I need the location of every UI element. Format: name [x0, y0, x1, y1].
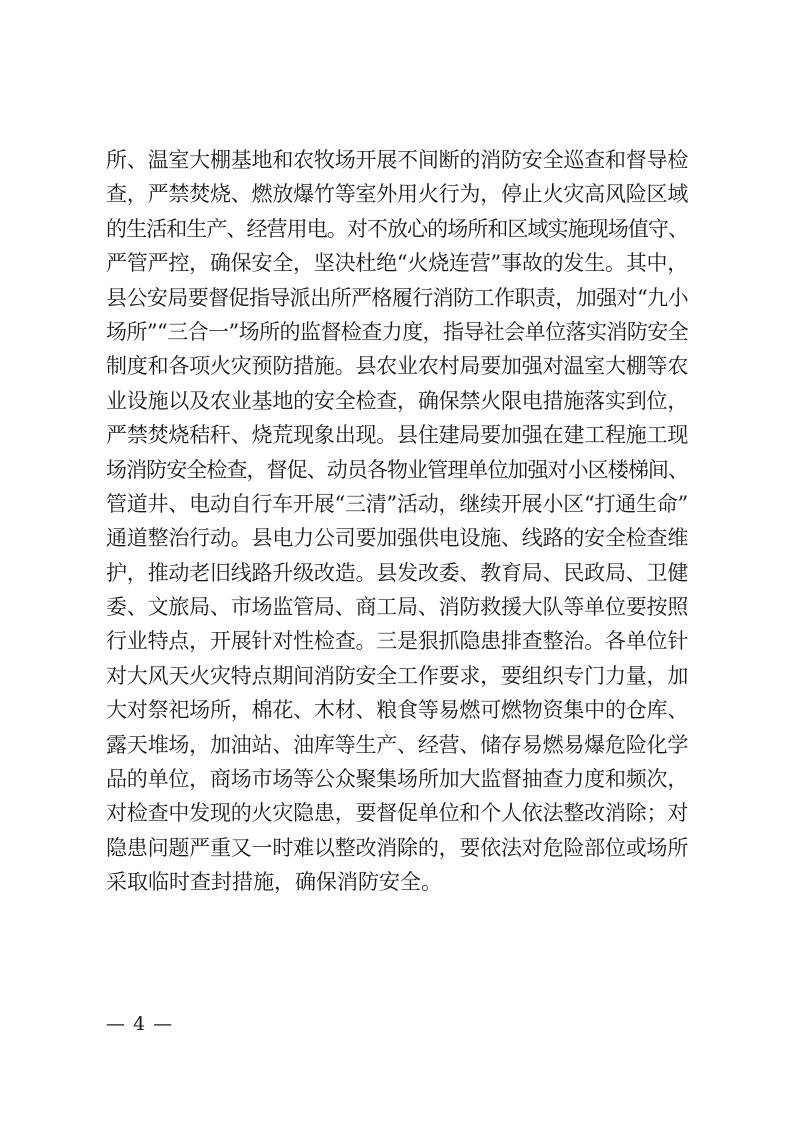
text-line: 场消防安全检查，督促、动员各物业管理单位加强对小区楼梯间、: [106, 457, 689, 482]
text-line: 采取临时查封措施，确保消防安全。: [106, 870, 442, 895]
text-line: 行业特点，开展针对性检查。三是狠抓隐患排查整治。各单位针: [106, 629, 689, 654]
text-line: 露天堆场，加油站、油库等生产、经营、储存易燃易爆危险化学: [106, 732, 689, 757]
text-line: 所、温室大棚基地和农牧场开展不间断的消防安全巡查和督导检: [106, 148, 689, 172]
text-line: 大对祭祀场所，棉花、木材、粮食等易燃可燃物资集中的仓库、: [106, 698, 689, 723]
text-line: 场所”“三合一”场所的监督检查力度，指导社会单位落实消防安全: [106, 319, 689, 344]
text-line: 管道井、电动自行车开展“三清”活动，继续开展小区“打通生命”: [106, 491, 689, 516]
text-line: 县公安局要督促指导派出所严格履行消防工作职责，加强对“九小: [106, 285, 688, 310]
text-line: 委、文旅局、市场监管局、商工局、消防救援大队等单位要按照: [106, 595, 689, 620]
text-line: 查，严禁焚烧、燃放爆竹等室外用火行为，停止火灾高风险区域: [106, 182, 689, 207]
text-line: 对检查中发现的火灾隐患，要督促单位和个人依法整改消除；对: [106, 801, 689, 826]
text-line: 严管严控，确保安全，坚决杜绝“火烧连营”事故的发生。其中，: [106, 251, 689, 276]
text-line: 制度和各项火灾预防措施。县农业农村局要加强对温室大棚等农: [106, 354, 689, 379]
text-line: 对大风天火灾特点期间消防安全工作要求，要组织专门力量，加: [106, 663, 689, 688]
text-line: 隐患问题严重又一时难以整改消除的，要依法对危险部位或场所: [106, 835, 689, 860]
text-line: 品的单位，商场市场等公众聚集场所加大监督抽查力度和频次，: [106, 767, 689, 792]
body-paragraph: [106, 143, 688, 900]
text-line: 业设施以及农业基地的安全检查，确保禁火限电措施落实到位，: [106, 388, 689, 413]
text-line: 的生活和生产、经营用电。对不放心的场所和区域实施现场值守、: [106, 216, 689, 241]
text-line: 护，推动老旧线路升级改造。县发改委、教育局、民政局、卫健: [106, 560, 689, 585]
text-line: 严禁焚烧秸秆、烧荒现象出现。县住建局要加强在建工程施工现: [106, 423, 689, 448]
page-number: — 4 —: [106, 1013, 174, 1035]
text-line: 通道整治行动。县电力公司要加强供电设施、线路的安全检查维: [106, 526, 689, 551]
